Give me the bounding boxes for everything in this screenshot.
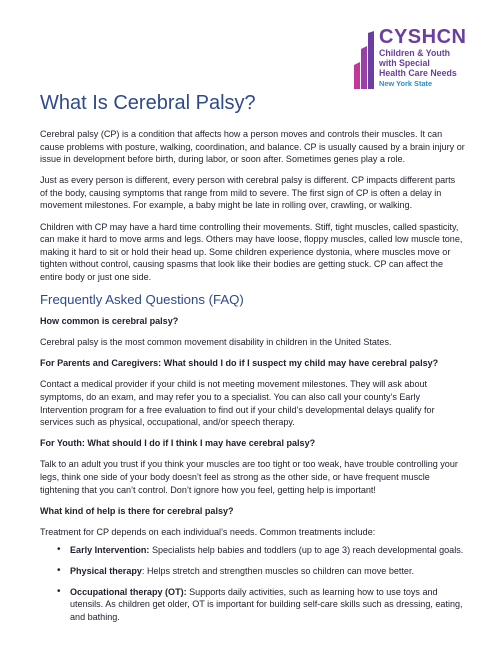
logo-line-2: with Special: [379, 58, 430, 68]
treatment-desc: : Helps stretch and strengthen muscles so children can move better.: [141, 565, 414, 576]
faq-heading: Frequently Asked Questions (FAQ): [40, 291, 244, 307]
list-item: [40, 586, 465, 624]
logo-line-3: Health Care Needs: [379, 68, 457, 78]
logo-state: New York State: [379, 79, 433, 88]
faq-answer-3: Talk to an adult you trust if you think your muscles are too tight or too weak, have trouble controlling your legs, think one side of your body doesn’t feel as strong as the other side, or have frequent muscle tightening that you can’t control. Don’t ignore how you feel, getting help is important!: [40, 459, 458, 495]
treatment-list: [40, 544, 465, 623]
list-item: [40, 565, 465, 578]
logo-brand: CYSHCN: [379, 26, 467, 48]
list-item: [40, 544, 465, 557]
faq-question-2: For Parents and Caregivers: What should I do if I suspect my child may have cerebral palsy?: [40, 358, 439, 369]
treatment-name: Physical therapy: [70, 565, 142, 576]
document-body: [40, 128, 465, 631]
faq-answer-1: Cerebral palsy is the most common movement disability in children in the United States.: [40, 337, 392, 348]
treatment-desc: Supports daily activities, such as learning how to use toys and utensils. As children get older, OT is important for building self-care skills such as dressing, eating, and bathing.: [70, 586, 463, 622]
faq-answer-2: Contact a medical provider if your child is not meeting movement milestones. They will ask about symptoms, do an exam, and may refer you to a specialist. You can also call your county’s Early Intervention program for a free evaluation to find out if your child’s developmental delays qualify for services such as physical, occupational, and/or speech therapy.: [40, 379, 435, 428]
faq-question-1: How common is cerebral palsy?: [40, 316, 179, 327]
page-title: What Is Cerebral Palsy?: [40, 92, 256, 114]
treatment-name: Occupational therapy (OT):: [70, 586, 187, 597]
cyshcn-logo: [354, 27, 474, 89]
intro-paragraph-3: Children with CP may have a hard time controlling their movements. Stiff, tight muscles, called spasticity, can make it hard to move arms and legs. Others may have loose, floppy muscles, called low muscle tone, making it hard to sit or hold their head up. Some children experience dystonia, where muscles move or tighten without control, causing spasms that look like their bodies are getting stuck. CP can affect the entire body or just one side.: [40, 221, 463, 282]
treatment-desc: Specialists help babies and toddlers (up to age 3) reach developmental goals.: [149, 545, 464, 556]
faq-answer-4: Treatment for CP depends on each individual’s needs. Common treatments include:: [40, 526, 376, 537]
treatment-name: Early Intervention:: [70, 545, 150, 556]
faq-question-4: What kind of help is there for cerebral palsy?: [40, 505, 234, 516]
faq-question-3: For Youth: What should I do if I think I may have cerebral palsy?: [40, 438, 316, 449]
logo-mark-icon: [354, 31, 376, 89]
intro-paragraph-2: Just as every person is different, every person with cerebral palsy is different. CP impacts different parts of the body, causing symptoms that range from mild to severe. The first sign of CP is often a delay in movement milestones. For example, a baby might be late in rolling over, crawling, or walking.: [40, 175, 456, 211]
intro-paragraph-1: Cerebral palsy (CP) is a condition that affects how a person moves and controls their muscles. It can cause problems with posture, walking, coordination, and balance. CP is usually caused by a brain injury or issue in development before birth, during labor, or soon after. Sometimes genes play a role.: [40, 129, 465, 165]
logo-line-1: Children & Youth: [379, 48, 451, 58]
